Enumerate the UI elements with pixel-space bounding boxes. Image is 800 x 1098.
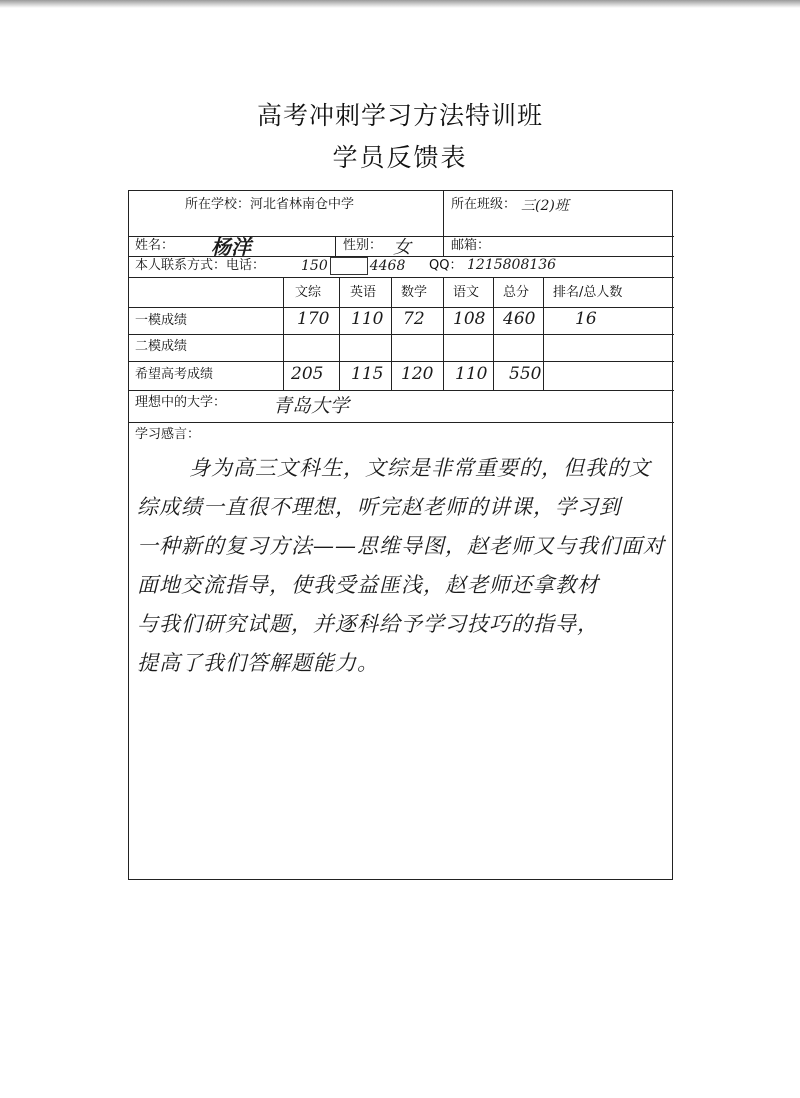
school-value: 河北省林南仓中学 [250,197,355,212]
feelings-line: 身为高三文科生，文综是非常重要的，但我的文 [189,456,651,480]
feelings-line: 一种新的复习方法——思维导图，赵老师又与我们面对 [137,534,665,558]
university-label: 理想中的大学： [135,395,227,410]
university-value: 青岛大学 [273,395,350,417]
feelings-line: 面地交流指导，使我受益匪浅，赵老师还拿教材 [137,573,599,597]
row-divider [129,361,674,362]
score-cell: 205 [291,364,324,384]
row-divider [129,277,674,278]
col-divider [443,191,444,236]
subject-header-rank: 排名/总人数 [553,285,623,300]
feelings-label: 学习感言： [135,427,201,442]
feelings-line: 综成绩一直很不理想，听完赵老师的讲课，学习到 [137,495,621,519]
name-label: 姓名： [135,238,175,253]
qq-label: QQ： [429,258,463,273]
header [0,96,800,178]
score-cell: 110 [351,309,384,329]
col-divider [283,277,284,390]
row-label-mock1: 一模成绩 [135,313,188,328]
score-cell: 460 [503,309,536,329]
class-value: 三(2)班 [521,198,569,214]
feelings-line: 提高了我们答解题能力。 [137,651,379,675]
phone-number [301,257,405,275]
col-divider [443,277,444,390]
col-divider [339,277,340,390]
scan-edge-shadow [0,0,800,8]
subject-header-total: 总分 [503,285,530,300]
phone-prefix: 150 [301,258,328,274]
row-divider [129,422,674,423]
score-cell: 72 [403,309,425,329]
row-label-mock2: 二模成绩 [135,339,188,354]
score-cell: 16 [575,309,597,329]
feedback-form [128,190,673,880]
row-divider [129,390,674,391]
col-divider [443,236,444,256]
col-divider [493,277,494,390]
subject-header-english: 英语 [350,285,377,300]
gender-label: 性别： [343,238,383,253]
name-value: 杨洋 [211,235,251,259]
redaction-box [330,257,368,275]
email-label: 邮箱： [451,238,491,253]
score-cell: 115 [351,364,384,384]
qq-value: 1215808136 [467,257,557,273]
subject-header-math: 数学 [401,285,428,300]
subject-header-chinese: 语文 [453,285,480,300]
row-divider [129,334,674,335]
feelings-text [137,449,667,683]
col-divider [391,277,392,390]
score-cell: 550 [509,364,542,384]
col-divider [335,236,336,256]
class-label: 所在班级： [451,197,517,212]
page-title: 高考冲刺学习方法特训班 [256,101,543,130]
score-cell: 108 [453,309,486,329]
contact-label: 本人联系方式：电话： [135,258,266,273]
school-label: 所在学校： [185,197,251,212]
col-divider [543,277,544,390]
page-subtitle: 学员反馈表 [332,143,468,172]
row-divider [129,307,674,308]
subject-header-wenzong: 文综 [295,285,322,300]
phone-suffix: 4468 [369,258,406,274]
score-cell: 120 [401,364,434,384]
gender-value: 女 [393,237,411,258]
score-cell: 110 [455,364,488,384]
feelings-line: 与我们研究试题，并逐科给予学习技巧的指导， [137,612,599,636]
row-label-target: 希望高考成绩 [135,367,214,382]
score-cell: 170 [297,309,330,329]
